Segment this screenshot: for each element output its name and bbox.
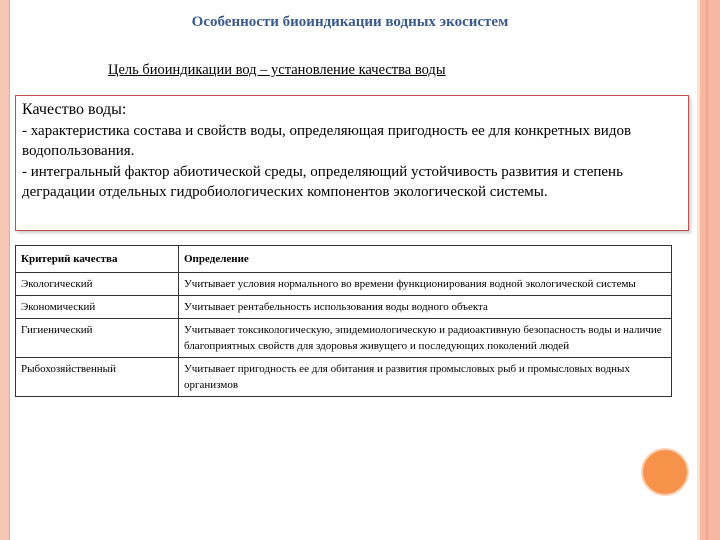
table-row xyxy=(16,296,672,319)
header-definition: Определение xyxy=(179,246,672,273)
quality-line-1: - характеристика состава и свойств воды, определяющая пригодность ее для конкретных видов водопользования. xyxy=(22,122,632,159)
definition-cell: Учитывает токсикологическую, эпидемиологическую и радиоактивную безопасность воды и наличие благоприятных свойств для здоровья живущего и последующих поколений людей xyxy=(179,319,672,358)
criterion-cell: Рыбохозяйственный xyxy=(16,358,179,397)
definition-cell: Учитывает условия нормального во времени функционирования водной экологической системы xyxy=(179,273,672,296)
criterion-cell: Гигиенический xyxy=(16,319,179,358)
header-criterion: Критерий качества xyxy=(16,246,179,273)
criterion-cell: Экологический xyxy=(16,273,179,296)
slide-title: Особенности биоиндикации водных экосистем xyxy=(191,14,509,30)
definition-cell: Учитывает рентабельность использования воды водного объекта xyxy=(179,296,672,319)
quality-heading: Качество воды: xyxy=(22,101,127,118)
table-row xyxy=(16,273,672,296)
goal-text: Цель биоиндикации вод – установление качества воды xyxy=(108,62,446,78)
table-row xyxy=(16,358,672,397)
left-decor-strip xyxy=(0,0,10,540)
decorative-circle xyxy=(641,448,689,496)
table-header xyxy=(16,246,672,273)
table-row xyxy=(16,319,672,358)
quality-line-2: - интегральный фактор абиотической среды, определяющий устойчивость развития и степень деградации отдельных гидробиологических компонентов экологической системы. xyxy=(22,163,623,200)
quality-criteria-table xyxy=(15,245,672,397)
definition-cell: Учитывает пригодность ее для обитания и развития промысловых рыб и промысловых водных организмов xyxy=(179,358,672,397)
right-decor-strip xyxy=(697,0,720,540)
criterion-cell: Экономический xyxy=(16,296,179,319)
quality-definition-box xyxy=(15,95,689,231)
